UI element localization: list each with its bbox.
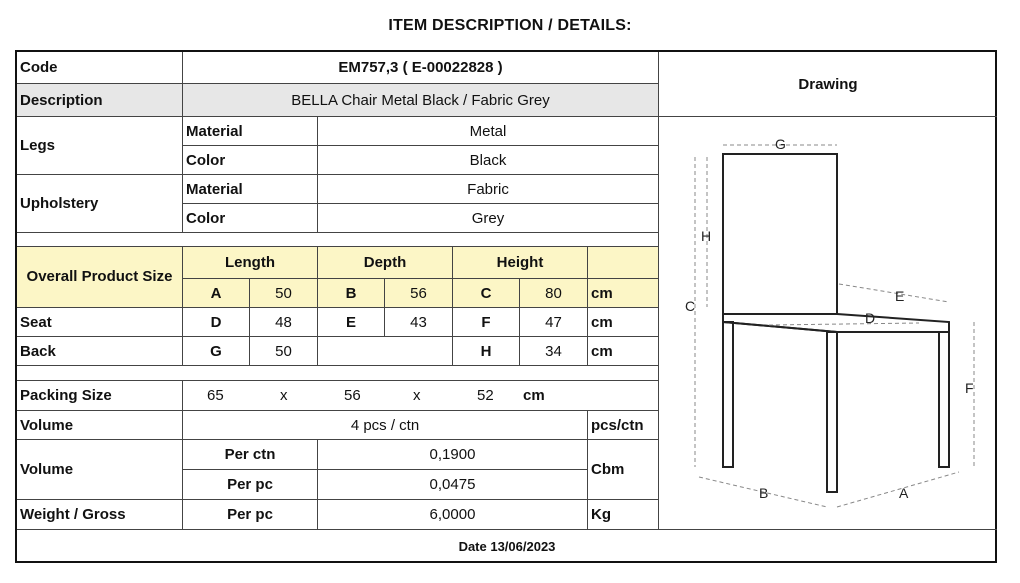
packing-x: x — [413, 387, 421, 404]
back-depth-empty — [318, 337, 453, 366]
seat-height-code: F — [453, 308, 520, 337]
packing-size-label: Packing Size — [17, 381, 183, 411]
volume-cbm-label: Volume — [17, 440, 183, 500]
unit-header — [588, 247, 659, 279]
overall-depth-code: B — [318, 279, 385, 308]
legs-label: Legs — [17, 117, 183, 175]
dim-label-b: B — [759, 484, 769, 501]
page-title: ITEM DESCRIPTION / DETAILS: — [388, 17, 632, 34]
volume-cbm-unit: Cbm — [588, 440, 659, 500]
overall-length-code: A — [183, 279, 250, 308]
spacer-row — [17, 366, 659, 381]
spec-sheet — [15, 50, 997, 563]
seat-unit: cm — [588, 308, 659, 337]
packing-x: x — [280, 387, 288, 404]
upholstery-label: Upholstery — [17, 175, 183, 233]
dim-label-g: G — [775, 135, 786, 152]
depth-header: Depth — [318, 247, 453, 279]
back-height-value: 34 — [520, 337, 588, 366]
description-label: Description — [17, 84, 183, 117]
packing-width: 56 — [344, 387, 361, 404]
volume-pcs-value: 4 pcs / ctn — [183, 411, 588, 440]
seat-depth-value: 43 — [385, 308, 453, 337]
per-pc-label: Per pc — [183, 470, 318, 500]
description-value: BELLA Chair Metal Black / Fabric Grey — [183, 84, 659, 117]
backrest-outline — [723, 154, 837, 314]
front-left-leg — [723, 322, 733, 467]
overall-length-value: 50 — [250, 279, 318, 308]
dim-label-f: F — [965, 379, 974, 396]
upholstery-color-value: Grey — [318, 204, 659, 233]
back-height-code: H — [453, 337, 520, 366]
code-label: Code — [17, 52, 183, 84]
back-right-leg — [939, 332, 949, 467]
upholstery-material-value: Fabric — [318, 175, 659, 204]
weight-per-pc-label: Per pc — [183, 500, 318, 530]
legs-material-value: Metal — [318, 117, 659, 146]
back-label: Back — [17, 337, 183, 366]
date-footer: Date 13/06/2023 — [458, 539, 556, 554]
packing-size-values — [183, 381, 659, 411]
seat-length-value: 48 — [250, 308, 318, 337]
per-pc-value: 0,0475 — [318, 470, 588, 500]
overall-unit: cm — [588, 279, 659, 308]
back-unit: cm — [588, 337, 659, 366]
dimension-lines — [695, 145, 974, 507]
per-ctn-value: 0,1900 — [318, 440, 588, 470]
drawing-area — [659, 117, 997, 530]
seat-label: Seat — [17, 308, 183, 337]
packing-length: 65 — [207, 387, 224, 404]
back-length-value: 50 — [250, 337, 318, 366]
volume-pcs-label: Volume — [17, 411, 183, 440]
seat-edge — [723, 322, 837, 332]
dim-label-h: H — [701, 227, 712, 244]
per-ctn-label: Per ctn — [183, 440, 318, 470]
overall-depth-value: 56 — [385, 279, 453, 308]
overall-height-value: 80 — [520, 279, 588, 308]
weight-label: Weight / Gross — [17, 500, 183, 530]
overall-height-code: C — [453, 279, 520, 308]
dim-label-c: C — [685, 297, 696, 314]
front-right-leg — [827, 332, 837, 492]
upholstery-color-label: Color — [183, 204, 318, 233]
packing-height: 52 — [477, 387, 494, 404]
overall-size-label: Overall Product Size — [17, 247, 183, 308]
weight-value: 6,0000 — [318, 500, 588, 530]
chair-drawing — [659, 117, 997, 530]
seat-height-value: 47 — [520, 308, 588, 337]
dim-label-d: D — [865, 309, 876, 326]
seat-length-code: D — [183, 308, 250, 337]
drawing-header: Drawing — [659, 52, 997, 117]
legs-material-label: Material — [183, 117, 318, 146]
code-value: EM757,3 ( E-00022828 ) — [183, 52, 659, 84]
legs-color-value: Black — [318, 146, 659, 175]
upholstery-material-label: Material — [183, 175, 318, 204]
seat-depth-code: E — [318, 308, 385, 337]
legs-color-label: Color — [183, 146, 318, 175]
back-length-code: G — [183, 337, 250, 366]
length-header: Length — [183, 247, 318, 279]
packing-unit: cm — [523, 387, 545, 404]
dim-label-a: A — [899, 484, 909, 501]
spacer-row — [17, 233, 659, 247]
seat-outline — [723, 314, 949, 332]
volume-pcs-unit: pcs/ctn — [588, 411, 659, 440]
height-header: Height — [453, 247, 588, 279]
weight-unit: Kg — [588, 500, 659, 530]
dim-label-e: E — [895, 287, 905, 304]
